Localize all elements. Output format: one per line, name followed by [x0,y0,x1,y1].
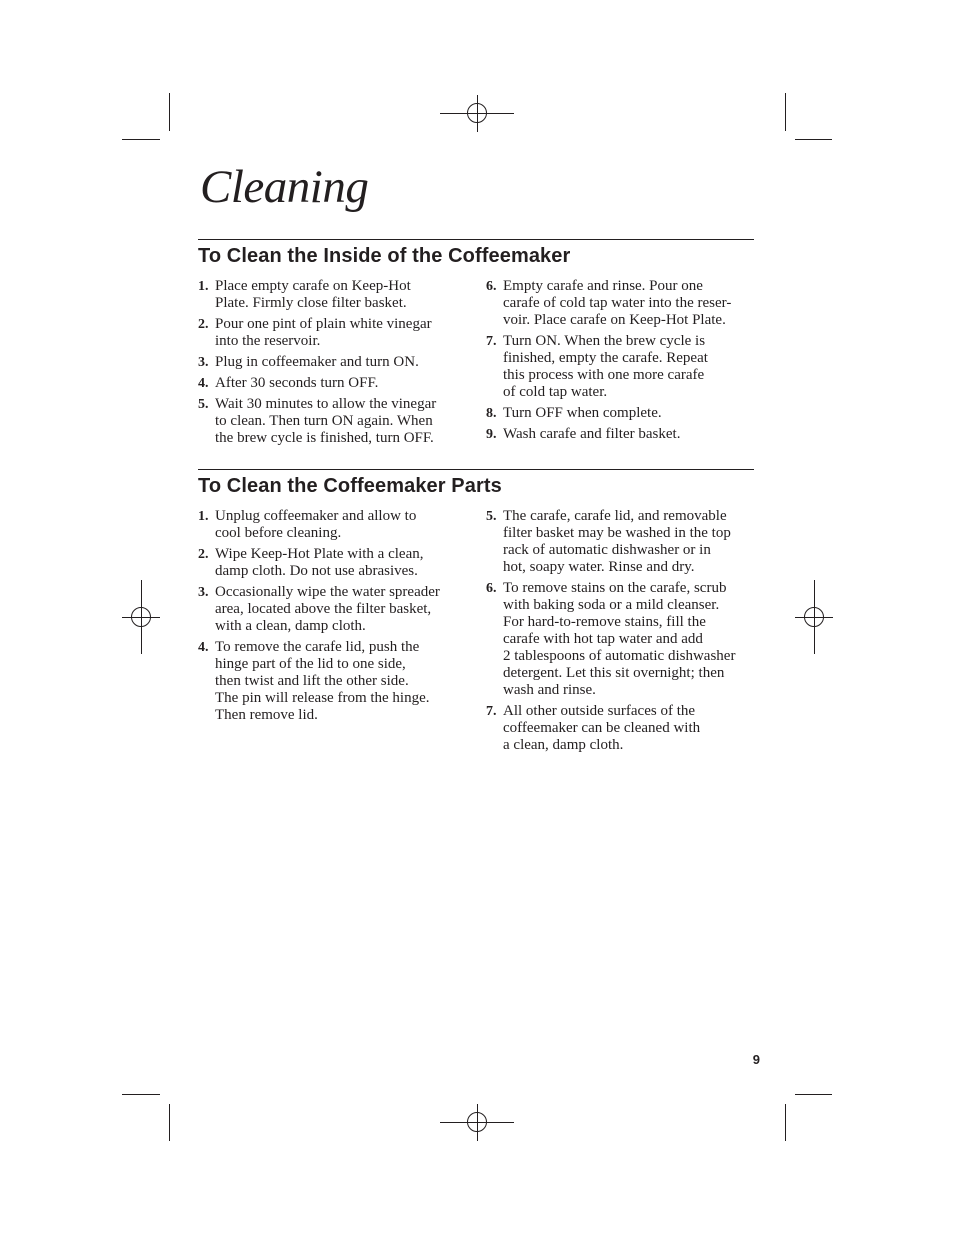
step-text: Wait 30 minutes to allow the vinegar to clean. Then turn ON again. When the brew cycle is finished, turn OFF. [215,396,437,446]
step-number: 5. [198,397,209,412]
steps-list-left [198,278,466,451]
step-text: To remove the carafe lid, push the hinge part of the lid to one side, then twist and lift the other side. The pin will release from the hinge. Then remove lid. [215,639,430,723]
step-number: 3. [198,585,209,600]
step-text: Plug in coffeemaker and turn ON. [215,354,419,370]
crop-mark [122,139,160,140]
step-item [486,703,754,754]
step-number: 6. [486,279,497,294]
step-item [486,278,754,329]
step-number: 8. [486,406,497,421]
step-item [486,405,754,422]
step-text: Pour one pint of plain white vinegar into the reservoir. [215,316,432,349]
step-number: 9. [486,427,497,442]
step-item [486,426,754,443]
crop-mark [795,1094,832,1095]
step-text: Wipe Keep-Hot Plate with a clean, damp cloth. Do not use abrasives. [215,546,424,579]
step-item [198,396,466,447]
step-number: 1. [198,279,209,294]
page-number: 9 [752,1052,760,1067]
crop-mark [169,1104,170,1141]
step-number: 6. [486,581,497,596]
section-clean-parts [198,469,754,753]
steps-list-right [486,508,754,758]
step-item [198,354,466,371]
step-item [198,584,466,635]
crop-mark [785,93,786,131]
step-item [198,316,466,350]
step-number: 4. [198,640,209,655]
section-clean-inside [198,239,754,446]
step-text: To remove stains on the carafe, scrub with baking soda or a mild cleanser. For hard-to-remove stains, fill the carafe with hot tap water and add 2 tablespoons of automatic dishwasher detergent. Let this sit overnight; then wash and rinse. [503,580,736,698]
step-item [198,508,466,542]
step-item [486,580,754,699]
step-number: 2. [198,317,209,332]
step-text: Wash carafe and filter basket. [503,426,681,442]
step-item [198,278,466,312]
step-number: 7. [486,704,497,719]
step-text: After 30 seconds turn OFF. [215,375,379,391]
section-divider [198,239,754,240]
steps-list-left [198,508,466,728]
section-heading: To Clean the Coffeemaker Parts [198,475,502,497]
step-number: 1. [198,509,209,524]
section-divider [198,469,754,470]
step-item [486,333,754,401]
step-number: 5. [486,509,497,524]
step-item [198,375,466,392]
step-item [486,508,754,576]
steps-list-right [486,278,754,447]
step-text: Unplug coffeemaker and allow to cool before cleaning. [215,508,417,541]
step-text: Turn ON. When the brew cycle is finished, empty the carafe. Repeat this process with one more carafe of cold tap water. [503,333,708,400]
step-number: 3. [198,355,209,370]
step-text: All other outside surfaces of the coffeemaker can be cleaned with a clean, damp cloth. [503,703,701,753]
step-item [198,639,466,724]
step-text: Place empty carafe on Keep-Hot Plate. Firmly close filter basket. [215,278,411,311]
section-heading: To Clean the Inside of the Coffeemaker [198,245,571,267]
crop-mark [795,139,832,140]
step-number: 2. [198,547,209,562]
step-number: 4. [198,376,209,391]
step-text: The carafe, carafe lid, and removable filter basket may be washed in the top rack of automatic dishwasher or in hot, soapy water. Rinse and dry. [503,508,731,575]
crop-mark [122,1094,160,1095]
crop-mark [169,93,170,131]
step-text: Occasionally wipe the water spreader area, located above the filter basket, with a clean, damp cloth. [215,584,440,634]
step-item [198,546,466,580]
step-text: Empty carafe and rinse. Pour one carafe of cold tap water into the reser- voir. Place carafe on Keep-Hot Plate. [503,278,732,328]
step-text: Turn OFF when complete. [503,405,662,421]
step-number: 7. [486,334,497,349]
page-title: Cleaning [200,161,369,213]
crop-mark [785,1104,786,1141]
